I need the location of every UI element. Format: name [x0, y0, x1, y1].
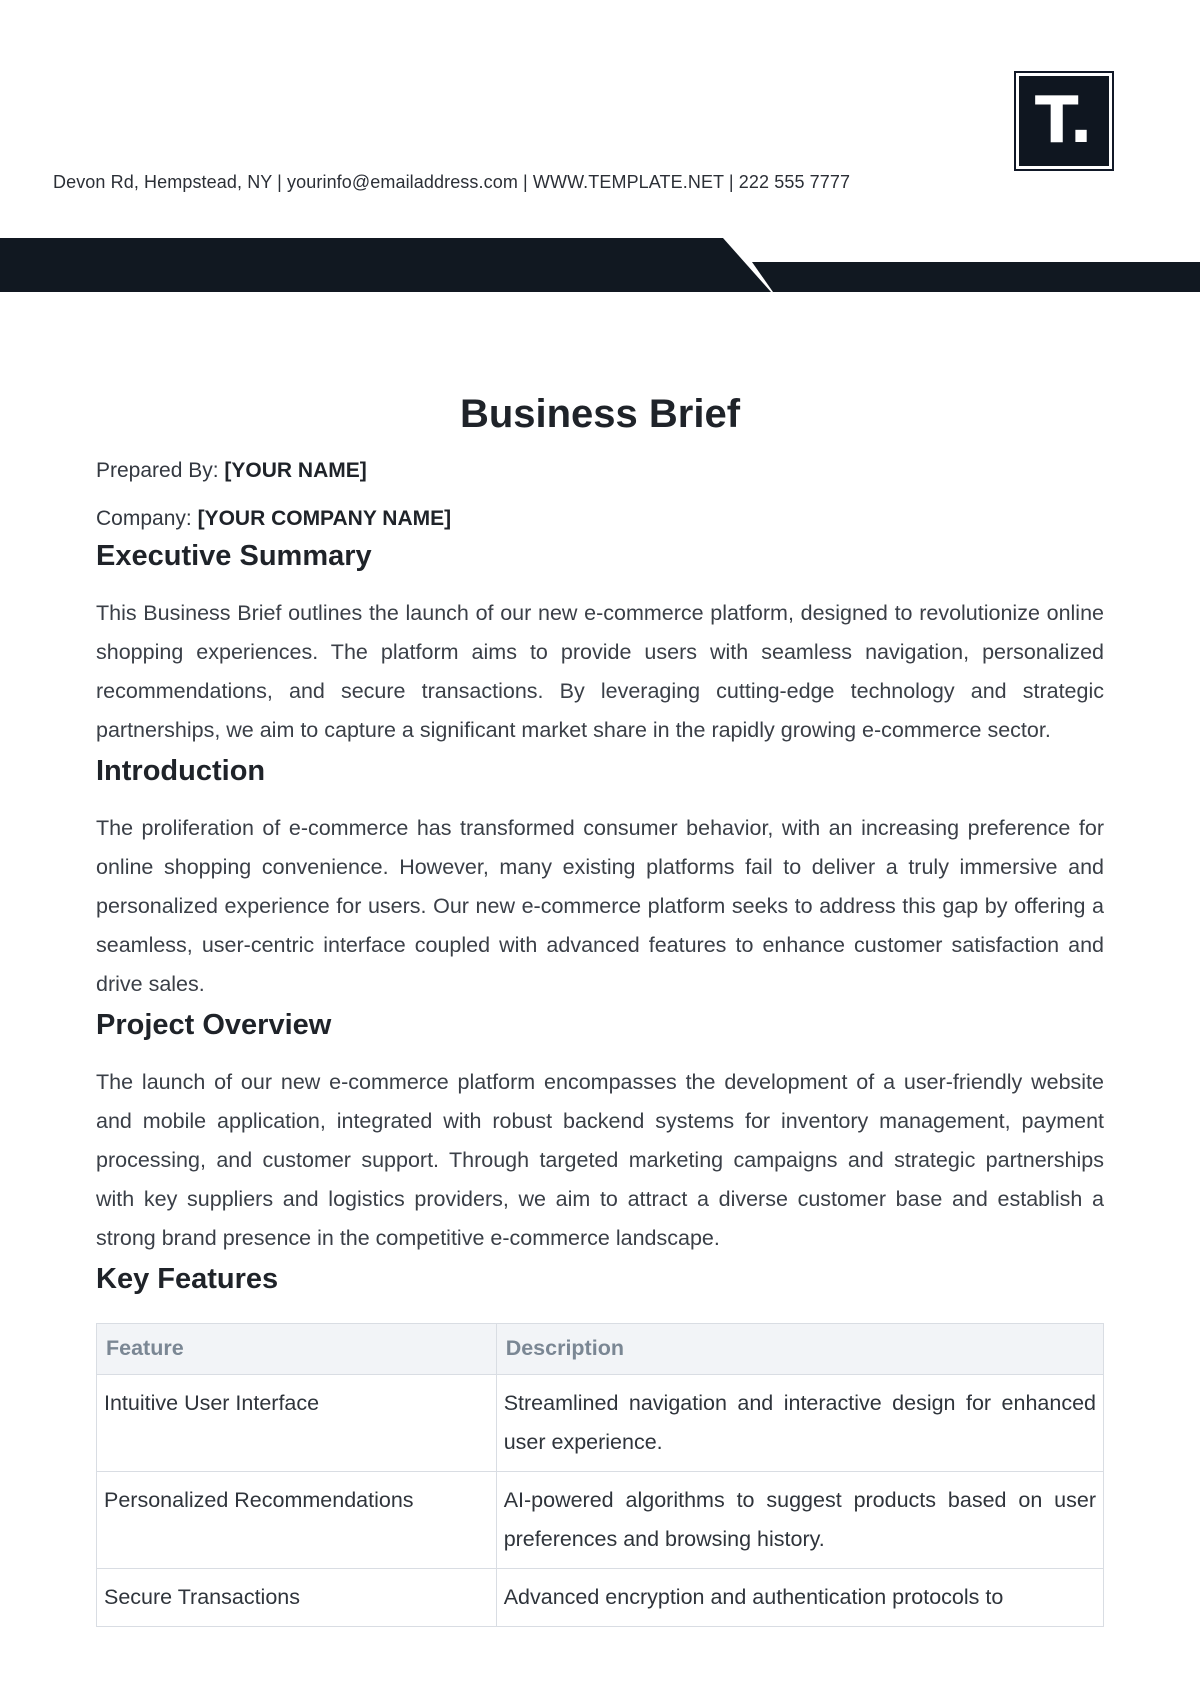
key-features-table: [96, 1323, 1104, 1627]
introduction-heading: Introduction: [96, 755, 266, 788]
prepared-by-label: Prepared By:: [96, 459, 219, 482]
feature-cell: Personalized Recommendations: [97, 1471, 497, 1568]
description-cell: Streamlined navigation and interactive design for enhanced user experience.: [496, 1374, 1103, 1471]
feature-cell: Secure Transactions: [97, 1568, 497, 1626]
key-features-section: [96, 1262, 1104, 1627]
page-title: Business Brief: [459, 392, 741, 436]
project-overview-text: The launch of our new e-commerce platform encompasses the development of a user-friendly website and mobile application, integrated with robust backend systems for inventory management, payment processing, and customer support. Through targeted marketing campaigns and strategic partnerships with key suppliers and logistics providers, we aim to attract a diverse customer base and establish a strong brand presence in the competitive e-commerce landscape.: [96, 1069, 1104, 1250]
logo-mark: T.: [1019, 76, 1109, 166]
contact-info-line: Devon Rd, Hempstead, NY | yourinfo@emailaddress.com | WWW.TEMPLATE.NET | 222 555 7777: [53, 172, 851, 192]
table-row: [97, 1374, 1104, 1471]
prepared-by-value: [YOUR NAME]: [224, 459, 367, 482]
introduction-text: The proliferation of e-commerce has transformed consumer behavior, with an increasing preference for online shopping convenience. However, many existing platforms fail to deliver a truly immersive and personalized experience for users. Our new e-commerce platform seeks to address this gap by offering a seamless, user-centric interface coupled with advanced features to enhance customer satisfaction and drive sales.: [96, 815, 1104, 996]
column-header-description: Description: [496, 1323, 1103, 1374]
executive-summary-section: [96, 539, 1104, 750]
project-overview-heading: Project Overview: [96, 1008, 332, 1041]
company-label: Company:: [96, 507, 192, 531]
table-row: [97, 1471, 1104, 1568]
executive-summary-heading: Executive Summary: [96, 540, 372, 573]
table-row: [97, 1568, 1104, 1626]
key-features-heading: Key Features: [96, 1262, 279, 1295]
banner-right-band: [752, 262, 1200, 292]
company-value: [YOUR COMPANY NAME]: [197, 507, 452, 531]
executive-summary-text: This Business Brief outlines the launch of our new e-commerce platform, designed to revolutionize online shopping experiences. The platform aims to provide users with seamless navigation, personalized recommendations, and secure transactions. By leveraging cutting-edge technology and strategic partnerships, we aim to capture a significant market share in the rapidly growing e-commerce sector.: [96, 601, 1104, 743]
introduction-section: [96, 754, 1104, 1004]
feature-cell: Intuitive User Interface: [97, 1374, 497, 1471]
company-logo: [1014, 71, 1114, 171]
header-banner: [0, 238, 1200, 292]
table-header-row: [97, 1323, 1104, 1374]
description-cell: Advanced encryption and authentication protocols to: [496, 1568, 1103, 1626]
prepared-by-line: [96, 458, 1104, 483]
company-line: [96, 506, 1104, 531]
column-header-feature: Feature: [97, 1323, 497, 1374]
banner-left-band: [0, 238, 771, 292]
project-overview-section: [96, 1008, 1104, 1258]
document-body: [96, 390, 1104, 1627]
description-cell: AI-powered algorithms to suggest products based on user preferences and browsing history.: [496, 1471, 1103, 1568]
